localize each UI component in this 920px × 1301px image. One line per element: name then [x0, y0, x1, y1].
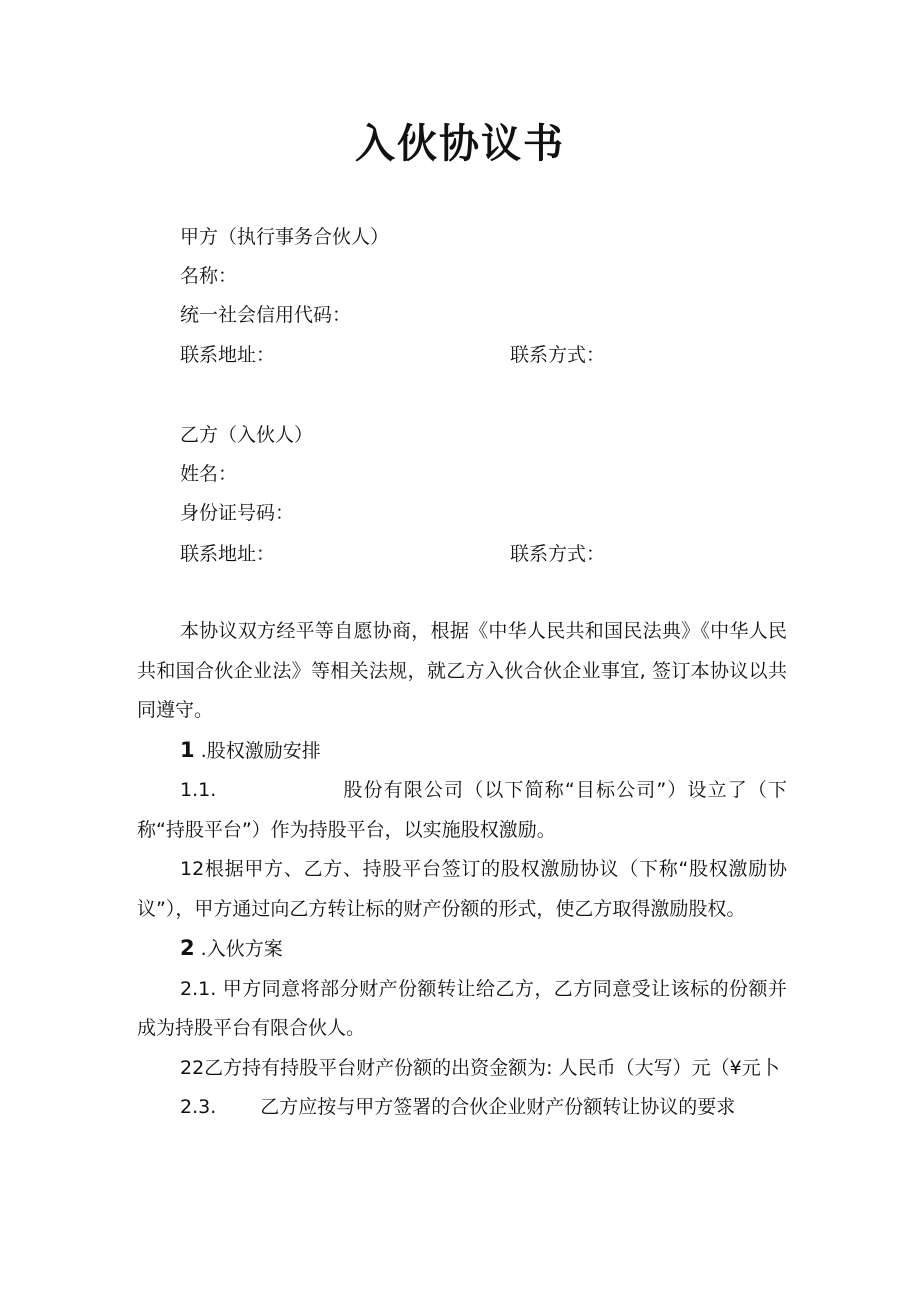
section-1-heading: [137, 731, 787, 772]
section-1-number: 1: [180, 737, 195, 762]
item-2-3-number: 2.3.: [180, 1096, 217, 1118]
item-1-2: 12根据甲方、乙方、持股平台签订的股权激励协议（下称“股权激励协议”），甲方通过向乙方转让标的财产份额的形式，使乙方取得激励股权。: [137, 858, 787, 920]
section-2-number: 2: [180, 936, 195, 960]
item-2-1: 2.1. 甲方同意将部分财产份额转让给乙方，乙方同意受让该标的份额并成为持股平台有限合伙人。: [137, 977, 787, 1039]
item-2-3: [137, 1088, 787, 1128]
party-a-address-label: 联系地址：: [180, 344, 276, 366]
document-title: 入伙协议书: [355, 121, 565, 167]
party-a-heading: 甲方（执行事务合伙人）: [180, 226, 390, 248]
party-a-name-label: 名称：: [180, 265, 238, 287]
item-1-1: [137, 771, 787, 850]
agreement-body: [137, 612, 787, 1128]
item-1-1-number: 1.1.: [180, 779, 217, 801]
party-a-contact-label: 联系方式：: [510, 344, 606, 366]
item-1-1-text: 股份有限公司（以下简称“目标公司”）设立了（下称“持股平台”）作为持股平台，以实施股权激励。: [137, 779, 787, 841]
section-2-title: .入伙方案: [200, 938, 283, 960]
section-2-heading: [137, 929, 787, 970]
party-b-contact-label: 联系方式：: [510, 543, 606, 565]
intro-paragraph: 本协议双方经平等自愿协商，根据《中华人民共和国民法典》《中华人民共和国合伙企业法》等相关法规，就乙方入伙合伙企业事宜, 签订本协议以共同遵守。: [137, 620, 787, 721]
party-b-name-label: 姓名：: [180, 463, 238, 485]
party-b-heading: 乙方（入伙人）: [180, 424, 314, 446]
party-b-id-label: 身份证号码：: [180, 502, 295, 524]
item-2-3-text: 乙方应按与甲方签署的合伙企业财产份额转让协议的要求: [260, 1096, 736, 1118]
item-2-2: 22乙方持有持股平台财产份额的出资金额为: 人民币（大写）元（¥元卜: [180, 1056, 780, 1079]
party-a-credit-code-label: 统一社会信用代码：: [180, 304, 352, 326]
section-1-title: .股权激励安排: [200, 739, 321, 762]
party-b-address-label: 联系地址：: [180, 543, 276, 565]
